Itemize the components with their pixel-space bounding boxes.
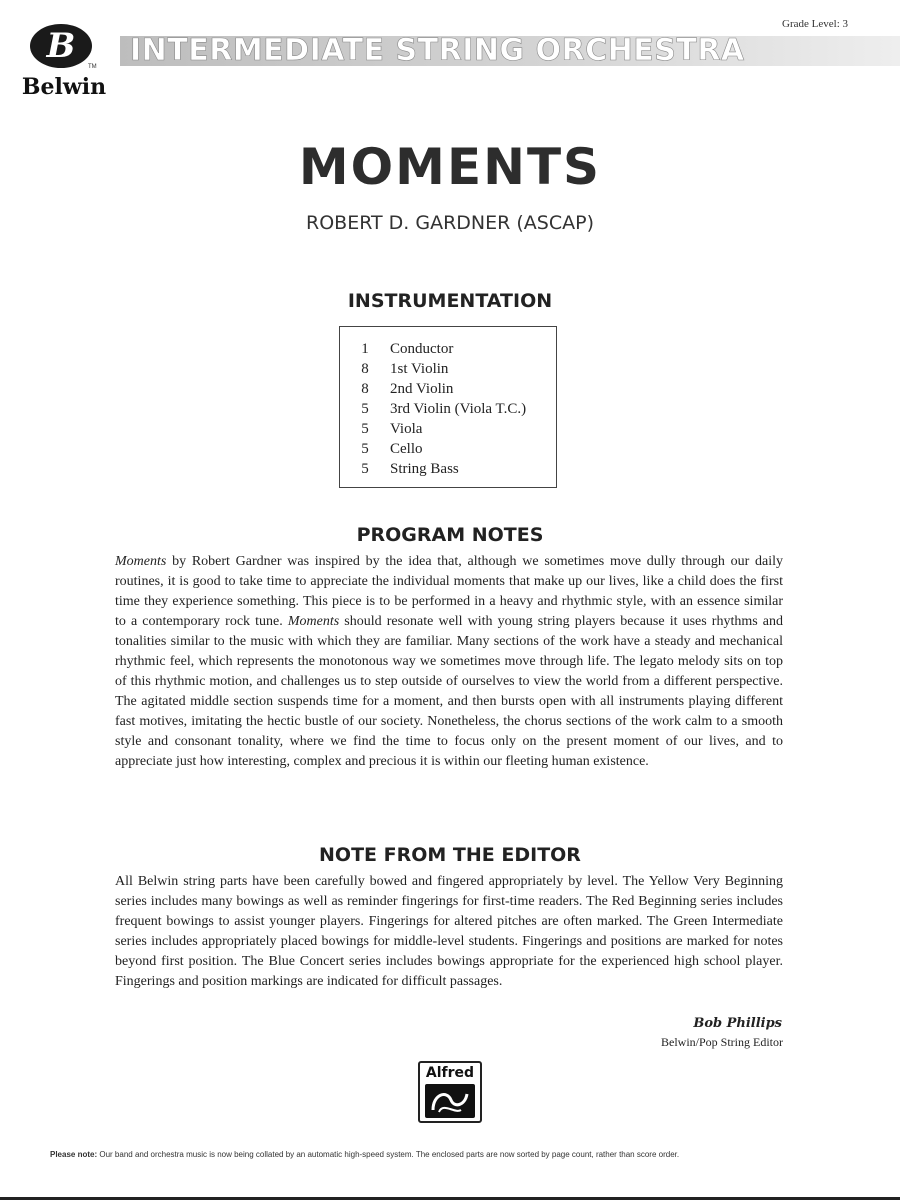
program-notes-heading: PROGRAM NOTES: [356, 524, 544, 546]
instrument-name: String Bass: [390, 461, 459, 477]
series-title: INTERMEDIATE STRING ORCHESTRA: [130, 33, 745, 68]
instrument-qty: 5: [361, 441, 369, 457]
instrumentation-heading: INSTRUMENTATION: [347, 290, 553, 312]
editor-signature: Bob Phillips: [693, 1016, 782, 1031]
instrument-row: [340, 399, 556, 419]
series-banner: [120, 33, 900, 68]
instrument-qty: 8: [361, 381, 369, 397]
editor-note-text: All Belwin string parts have been carefully bowed and fingered appropriately by level. The Yellow Very Beginning series includes many bowings as well as reminder fingerings for first-time readers. The Red Beginning series includes frequent bowings to assist younger players. Fingerings for altered pitches are often marked. The Green Intermediate series includes appropriately placed bowings for middle-level students. Fingerings and positions are marked for notes beyond first position. The Blue Concert series includes bowings appropriate for the experienced high school player. Fingerings and position markings are indicated for difficult passages.: [115, 874, 783, 989]
instrument-row: [340, 379, 556, 399]
instrument-qty: 5: [361, 421, 369, 437]
footnote-text: Our band and orchestra music is now being collated by an automatic high-speed system. The enclosed parts are now sorted by page count, rather than score order.: [97, 1150, 680, 1159]
instrument-name: Cello: [390, 441, 423, 457]
instrument-qty: 8: [361, 361, 369, 377]
instrument-name: Viola: [390, 421, 423, 437]
grade-level: Grade Level: 3: [782, 18, 848, 30]
alfred-swirl-icon: [425, 1084, 475, 1118]
publisher-name: Belwin: [21, 74, 107, 100]
composer-credit: ROBERT D. GARDNER (ASCAP): [306, 212, 594, 234]
instrument-qty: 5: [361, 461, 369, 477]
instrumentation-box: [339, 326, 557, 488]
instrument-qty: 5: [361, 401, 369, 417]
instrument-name: 2nd Violin: [390, 381, 454, 397]
instrument-qty: 1: [361, 341, 369, 357]
notes-text-1: by Robert Gardner was inspired by the idea that, although we sometimes move dully through our daily routines, it is good to take time to appreciate the individual moments that make up our lives, like a child does the first time they experience something. This piece is to be performed in a heavy and rhythmic style, with an essence similar to a contemporary rock tune.: [115, 554, 783, 629]
instrument-name: 3rd Violin (Viola T.C.): [390, 401, 527, 417]
notes-text-2: should resonate well with young string players because it uses rhythms and tonalities similar to the music with which they are familiar. Many sections of the work have a steady and mechanical rhythmic feel, which represents the monotonous way we sometimes move through life. The legato melody sits on top of this rhythmic motion, and challenges us to step outside of ourselves to view the world from a different perspective. The agitated middle section suspends time for a moment, and then bursts open with all instruments playing different fast motives, imitating the hectic bustle of our society. Nonetheless, the chorus sections of the work calm to a smooth style and consonant tonality, where we find the time to focus only on the present moment of our lives, and to appreciate just how interesting, complex and precious it is within our fleeting human existence.: [115, 614, 783, 769]
instrument-row: [340, 439, 556, 459]
trademark-mark: TM: [88, 64, 97, 70]
instrument-row: [340, 419, 556, 439]
footnote-label: Please note:: [50, 1150, 98, 1159]
editor-role: Belwin/Pop String Editor: [660, 1035, 783, 1049]
editor-note-heading: NOTE FROM THE EDITOR: [319, 844, 581, 866]
belwin-logo: [8, 24, 120, 104]
collation-footnote: [50, 1150, 870, 1159]
program-notes-text: [115, 552, 783, 772]
piece-title: MOMENTS: [298, 138, 602, 196]
instrument-row: [340, 359, 556, 379]
alfred-mark-icon: [425, 1084, 475, 1118]
inline-title: Moments: [287, 614, 340, 629]
instrument-name: Conductor: [390, 341, 454, 357]
alfred-logo: [418, 1061, 482, 1123]
lead-title: Moments: [115, 554, 167, 569]
alfred-wordmark: Alfred: [425, 1065, 475, 1081]
instrument-row: [340, 339, 556, 359]
belwin-letter: B: [46, 26, 76, 66]
instrument-name: 1st Violin: [390, 361, 449, 377]
instrument-row: [340, 459, 556, 479]
